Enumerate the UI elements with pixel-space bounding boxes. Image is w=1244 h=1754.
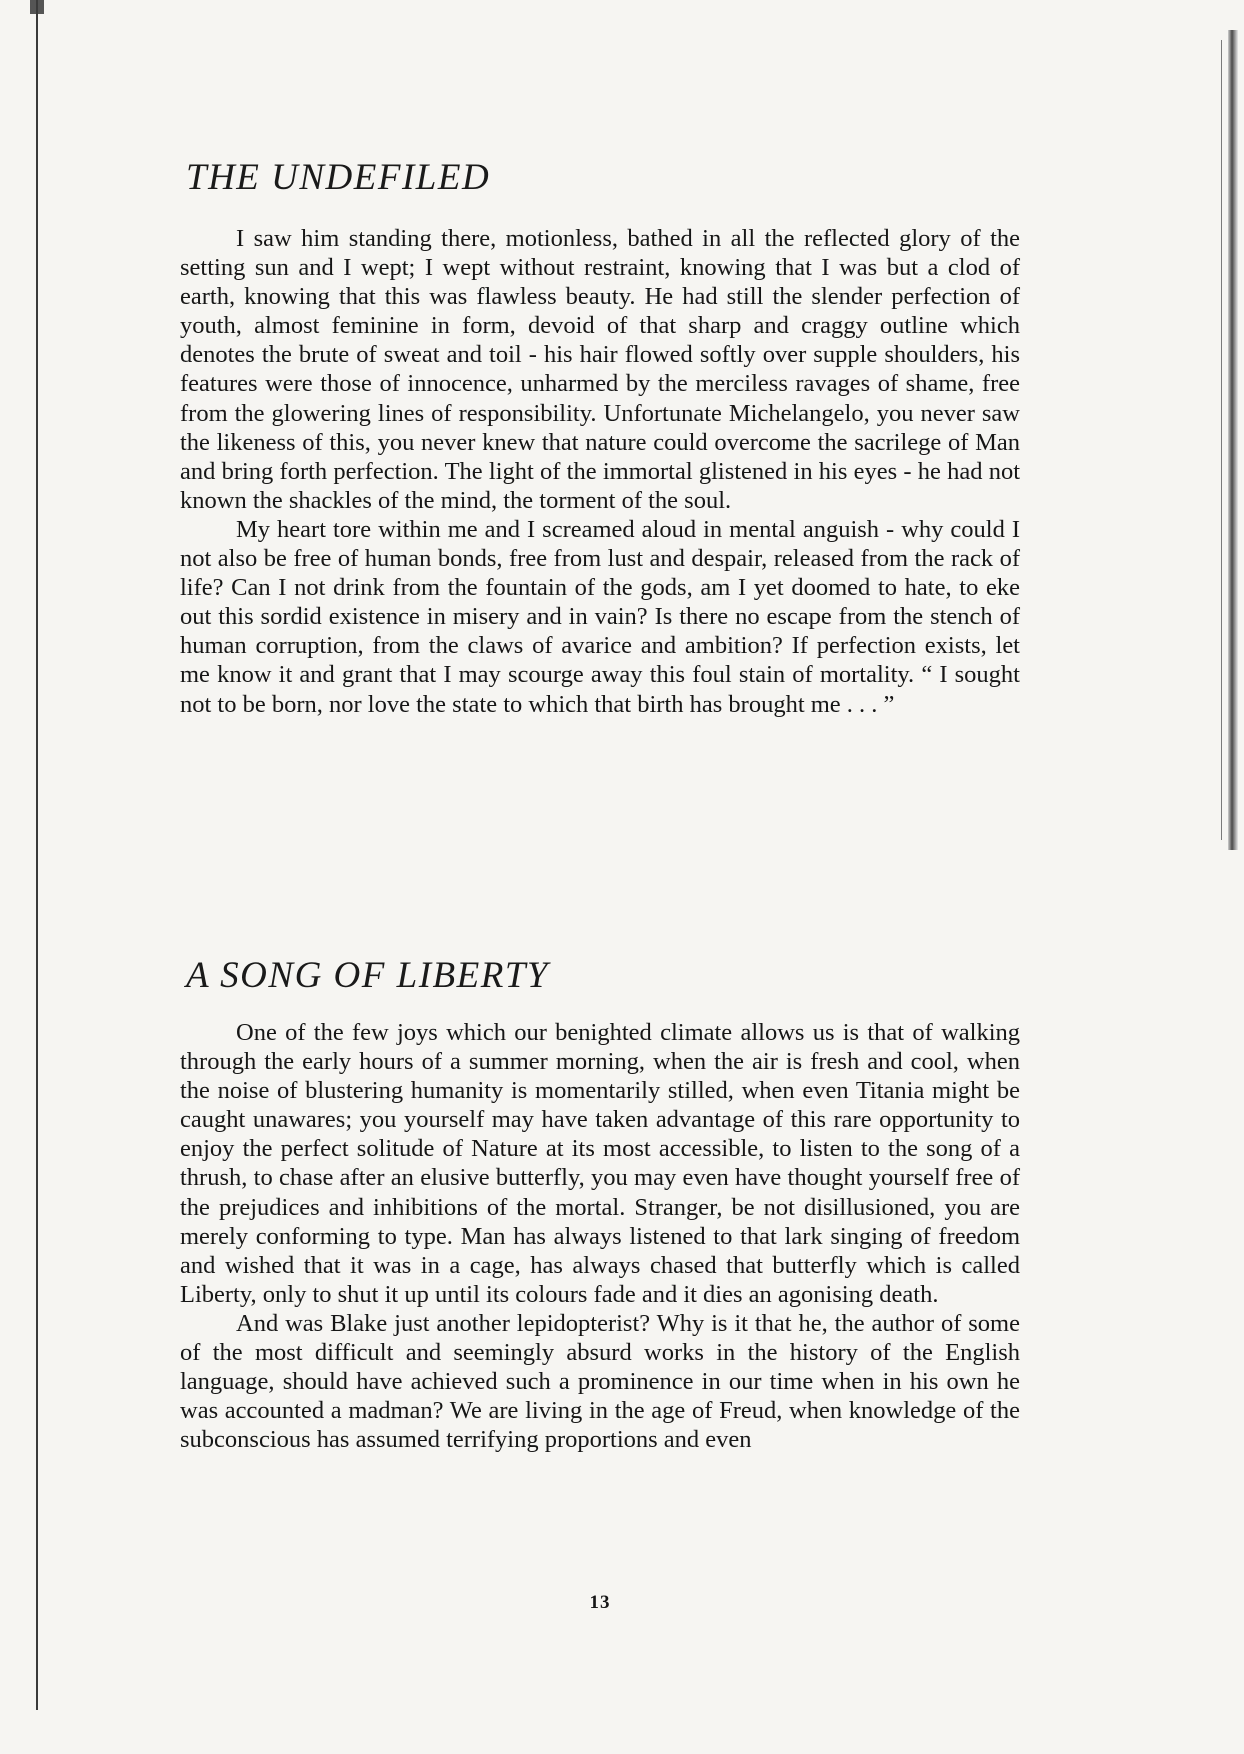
section-title-song-of-liberty: A SONG OF LIBERTY [186, 955, 549, 996]
paragraph: And was Blake just another lepidopterist? Why is it that he, the author of some of the most difficult and seemingly absurd works in the history of the English language, should have achieved such a prominence in our time when in his own he was accounted a madman? We are living in the age of Freud, when knowledge of the subconscious has assumed terrifying proportions and even [180, 1309, 1020, 1454]
section-song-of-liberty-body [180, 1018, 1020, 1454]
section-undefiled-body [180, 224, 1020, 719]
paragraph: My heart tore within me and I screamed aloud in mental anguish - why could I not also be free of human bonds, free from lust and despair, released from the rack of life? Can I not drink from the fountain of the gods, am I yet doomed to hate, to eke out this sordid existence in misery and in vain? Is there no escape from the stench of human corruption, from the claws of avarice and ambition? If perfection exists, let me know it and grant that I may scourge away this foul stain of mortality. “ I sought not to be born, nor love the state to which that birth has brought me . . . ” [180, 515, 1020, 718]
page-edge-shadow [1228, 30, 1238, 850]
paragraph: I saw him standing there, motionless, bathed in all the reflected glory of the setting sun and I wept; I wept without restraint, knowing that I was but a clod of earth, knowing that this was flawless beauty. He had still the slender perfection of youth, almost feminine in form, devoid of that sharp and craggy outline which denotes the brute of sweat and toil - his hair flowed softly over supple shoulders, his features were those of innocence, unharmed by the merciless ravages of shame, free from the glowering lines of responsibility. Unfortunate Michelangelo, you never saw the likeness of this, you never knew that nature could overcome the sacrilege of Man and bring forth perfection. The light of the immortal glistened in his eyes - he had not known the shackles of the mind, the torment of the soul. [180, 225, 1020, 514]
paragraph: One of the few joys which our benighted climate allows us is that of walking through the early hours of a summer morning, when the air is fresh and cool, when the noise of blustering humanity is momentarily stilled, when even Titania might be caught unawares; you yourself may have taken advantage of this rare opportunity to enjoy the perfect solitude of Nature at its most accessible, to listen to the song of a thrush, to chase after an elusive butterfly, you may even have thought yourself free of the prejudices and inhibitions of the mortal. Stranger, be not disillusioned, you are merely conforming to type. Man has always listened to that lark singing of freedom and wished that it was in a cage, has always chased that butterfly which is called Liberty, only to shut it up until its colours fade and it dies an agonising death. [180, 1019, 1020, 1308]
page-number: 13 [589, 1592, 611, 1613]
section-title-undefiled: THE UNDEFILED [186, 157, 491, 198]
page-edge-line [1221, 40, 1222, 840]
page-binding-edge [36, 0, 38, 1710]
